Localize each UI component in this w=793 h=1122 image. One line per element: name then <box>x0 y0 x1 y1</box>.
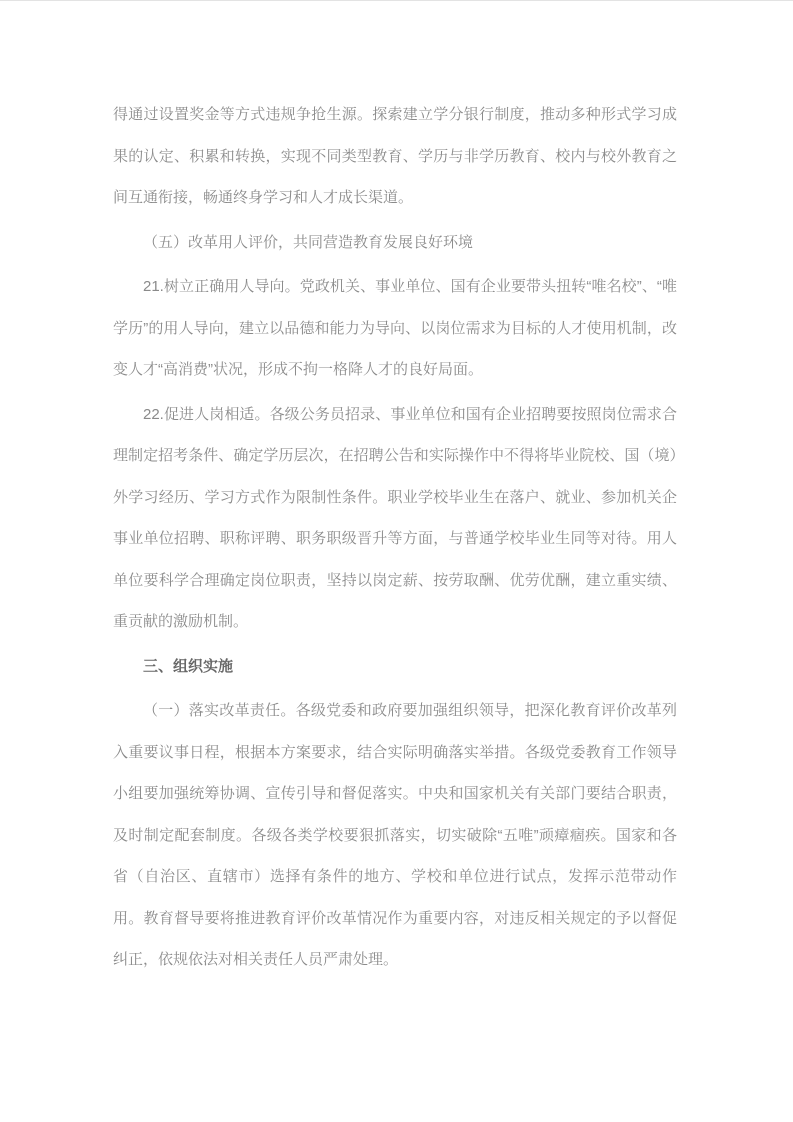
section-heading: 三、组织实施 <box>143 657 234 675</box>
paragraph: 22.促进人岗相适。各级公务员招录、事业单位和国有企业招聘要按照岗位需求合理制定招考条件、确定学历层次，在招聘公告和实际操作中不得将毕业院校、国（境）外学习经历、学习方式作为限制性条件。职业学校毕业生在落户、就业、参加机关企事业单位招聘、职称评聘、职务职级晋升等方面，与普通学校毕业生同等对待。用人单位要科学合理确定岗位职责，坚持以岗定薪、按劳取酬、优劳优酬，建立重实绩、重贡献的激励机制。 <box>113 405 677 630</box>
paragraph: 21.树立正确用人导向。党政机关、事业单位、国有企业要带头扭转“唯名校”、“唯学历”的用人导向，建立以品德和能力为导向、以岗位需求为目标的人才使用机制，改变人才“高消费”状况，形成不拘一格降人才的良好局面。 <box>113 278 677 378</box>
document-body <box>0 1 793 981</box>
paragraph: （五）改革用人评价，共同营造教育发展良好环境 <box>143 233 474 251</box>
paragraph: 得通过设置奖金等方式违规争抢生源。探索建立学分银行制度，推动多种形式学习成果的认定、积累和转换，实现不同类型教育、学历与非学历教育、校内与校外教育之间互通衔接，畅通终身学习和人才成长渠道。 <box>113 106 677 206</box>
paragraph: （一）落实改革责任。各级党委和政府要加强组织领导，把深化教育评价改革列入重要议事日程，根据本方案要求，结合实际明确落实举措。各级党委教育工作领导小组要加强统筹协调、宣传引导和督促落实。中央和国家机关有关部门要结合职责，及时制定配套制度。各级各类学校要狠抓落实，切实破除“五唯”顽瘴痼疾。国家和各省（自治区、直辖市）选择有条件的地方、学校和单位进行试点，发挥示范带动作用。教育督导要将推进教育评价改革情况作为重要内容，对违反相关规定的予以督促纠正，依规依法对相关责任人员严肃处理。 <box>113 702 677 968</box>
